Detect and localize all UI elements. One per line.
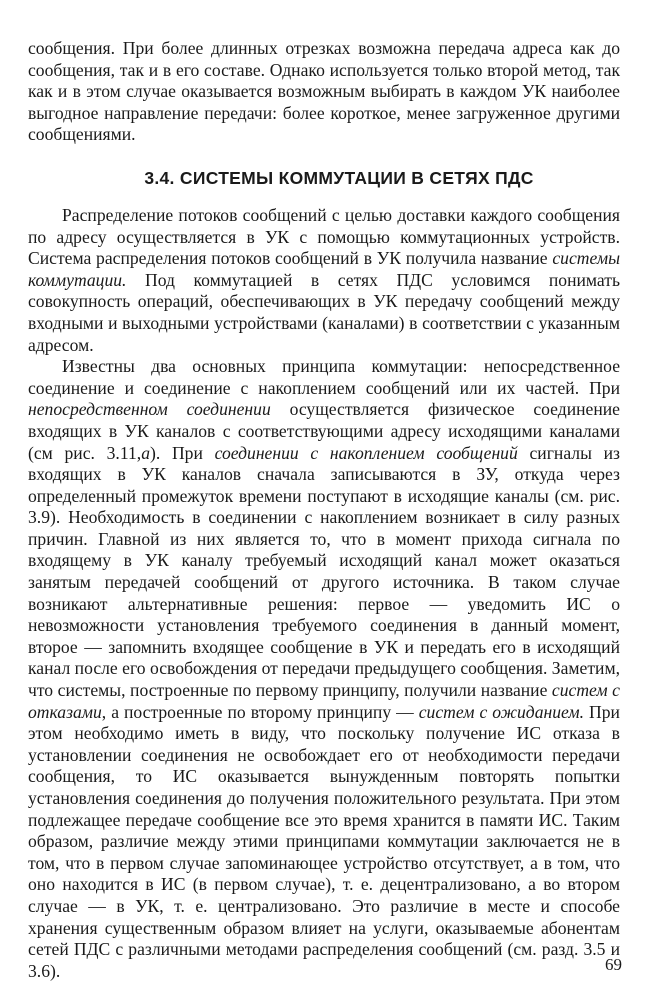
intro-paragraph: сообщения. При более длинных отрезках возможна передача адреса как до сообщения, так и в его составе. Однако используется только второй метод, так как и в этом случае оказывается возможным выбирать в каждом УК наиболее выгодное направление передачи: более короткое, менее загруженное другими сообщениями. [28,38,620,145]
paragraph-text: сигналы из входящих в УК каналов сначала записываются в ЗУ, откуда через определенный промежуток времени поступают в исходящие каналы (см. рис. 3.9). Необходимость в соединении с накоплением возникает в силу разных причин. Главной из них является то, что в момент прихода сигнала по входящему в УК каналу требуемый исходящий канал может оказаться занятым передачей сообщений от другого источника. В таком случае возникают альтернативные решения: первое — уведомить ИС о невозможности установления требуемого соединения в данный момент, второе — запомнить входящее сообщение в УК и передать его в исходящий канал после его освобождения от передачи предыдущего сообщения. Заметим, что системы, построенные по первому принципу, получили название [28,442,620,701]
paragraph-text: При этом необходимо иметь в виду, что поскольку получение ИС отказа в установлении соединения не освобождает его от необходимости передачи сообщения, то ИС оказывается вынужденным повторять попытки установления соединения до получения положительного результата. При этом подлежащее передаче сообщение все это время хранится в памяти ИС. Таким образом, различие между этими принципами коммутации заключается не в том, что в первом случае запоминающее устройство отсутствует, а в том, что оно находится в ИС (в первом случае), т. е. децентрализовано, а во втором случае — в УК, т. е. централизовано. Это различие в месте и способе хранения существенным образом влияет на услуги, оказываемые абонентам сетей ПДС с различными методами распределения сообщений (см. разд. 3.5 и 3.6). [28,701,620,981]
paragraph-switching-principles [28,356,620,982]
section-heading: 3.4. СИСТЕМЫ КОММУТАЦИИ В СЕТЯХ ПДС [144,167,534,188]
paragraph-text: , а построенные по второму принципу — [101,701,419,722]
paragraph-text: осуществляется физическое соединение входящих в УК каналов с соответствующими адресу исходящими каналами (см рис. 3.11, [28,399,620,463]
page-number: 69 [605,955,622,974]
term-waiting-systems: систем с ожиданием. [418,701,585,722]
figure-ref-letter: а [141,442,150,463]
paragraph-switching-systems [28,205,620,356]
term-switching-system: системы коммутации. [28,248,620,290]
term-direct-connection: непосредственном соединении [28,399,271,420]
paragraph-text: Под коммутацией в сетях ПДС условимся понимать совокупность операций, обеспечивающих в УК передачу сообщений между входными и выходными устройствами (каналами) в соответствии с указанным адресом. [28,269,620,355]
paragraph-text: Распределение потоков сообщений с целью доставки каждого сообщения по адресу осуществляется в УК с помощью коммутационных устройств. Система распределения потоков сообщений в УК получила название [28,204,620,269]
term-store-and-forward: соединении с накоплением сообщений [214,442,518,463]
term-loss-systems: систем с отказами [28,680,620,722]
book-page [28,38,620,982]
paragraph-text: ). При [149,442,215,463]
paragraph-text: Известны два основных принципа коммутации: непосредственное соединение и соединение с накоплением сообщений или их частей. При [28,356,620,398]
